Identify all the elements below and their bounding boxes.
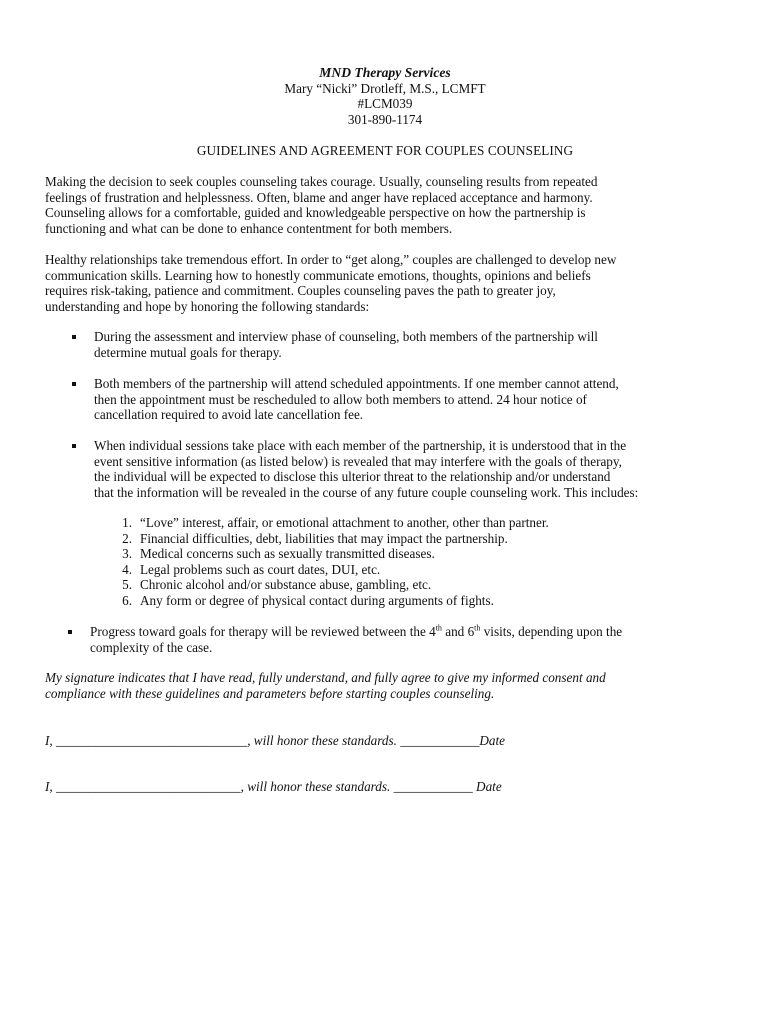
ordinal-suffix: th [435, 623, 442, 633]
list-number: 4. [122, 561, 132, 577]
bullet-line: Both members of the partnership will attend scheduled appointments. If one member cannot attend, [94, 376, 619, 391]
list-text: Legal problems such as court dates, DUI, etc. [140, 561, 381, 577]
bullet-marker [72, 335, 76, 339]
bullet-marker [68, 630, 72, 634]
consent-line: My signature indicates that I have read, fully understand, and fully agree to give my informed consent and [45, 670, 606, 685]
paragraph-line: communication skills. Learning how to honestly communicate emotions, thoughts, opinions and beliefs [45, 267, 591, 283]
bullet-line: that the information will be revealed in the course of any future couple counseling work. This includes: [94, 484, 639, 500]
list-number: 6. [122, 592, 132, 608]
intro-line: feelings of frustration and helplessness. Often, blame and anger have replaced acceptance and harmony. [45, 189, 593, 205]
paragraph-line: requires risk-taking, patience and commitment. Couples counseling paves the path to greater joy, [45, 283, 556, 299]
list-item [110, 531, 710, 547]
consent-line: compliance with these guidelines and parameters before starting couples counseling. [45, 685, 495, 701]
second-paragraph [45, 252, 725, 314]
list-text: Medical concerns such as sexually transmitted diseases. [140, 546, 435, 562]
license-number: #LCM039 [357, 96, 413, 112]
list-number: 3. [122, 546, 132, 562]
bullet-line [90, 624, 730, 640]
list-text: Chronic alcohol and/or substance abuse, gambling, etc. [140, 577, 432, 593]
paragraph-line: understanding and hope by honoring the following standards: [45, 298, 370, 314]
list-number: 5. [122, 577, 132, 593]
signature-line: I, _____________________________, will honor these standards. ____________Date [45, 733, 505, 748]
bullet-line: When individual sessions take place with each member of the partnership, it is understood that in the [94, 438, 627, 453]
phone-number: 301-890-1174 [347, 112, 423, 128]
list-item [110, 593, 710, 609]
list-text: Financial difficulties, debt, liabilities that may impact the partnership. [140, 530, 508, 546]
bullet-line: During the assessment and interview phase of counseling, both members of the partnership will [94, 329, 598, 344]
list-item [110, 546, 710, 562]
progress-text: Progress toward goals for therapy will be reviewed between the 4 [90, 624, 436, 639]
list-item [110, 577, 710, 593]
ordinal-suffix: th [474, 623, 481, 633]
progress-text: and 6 [441, 624, 475, 639]
bullet-line: event sensitive information (as listed below) is revealed that may interfere with the goals of therapy, [94, 453, 622, 469]
list-item [110, 562, 710, 578]
list-text: “Love” interest, affair, or emotional attachment to another, other than partner. [140, 515, 549, 530]
letterhead [0, 65, 770, 128]
list-text: Any form or degree of physical contact during arguments of fights. [140, 592, 494, 608]
consent-statement [45, 670, 735, 701]
bullet-line: the individual will be expected to disclose this ulterior threat to the relationship and/or understand [94, 469, 611, 485]
paragraph-line: Healthy relationships take tremendous effort. In order to “get along,” couples are challenged to develop new [45, 252, 617, 267]
progress-text: visits, depending upon the [480, 624, 623, 639]
list-number: 2. [122, 530, 132, 546]
intro-line: Making the decision to seek couples counseling takes courage. Usually, counseling results from repeated [45, 174, 598, 189]
signature-line: I, ____________________________, will honor these standards. ____________ Date [45, 779, 502, 794]
bullet-line: complexity of the case. [90, 639, 213, 655]
practice-name: MND Therapy Services [319, 65, 451, 80]
list-number: 1. [122, 515, 132, 530]
bullet-line: determine mutual goals for therapy. [94, 344, 282, 360]
list-item [110, 515, 710, 531]
document-title: GUIDELINES AND AGREEMENT FOR COUPLES COUNSELING [196, 143, 574, 158]
intro-line: Counseling allows for a comfortable, guided and knowledgeable perspective on how the partnership is [45, 205, 586, 221]
bullet-line: cancellation required to avoid late cancellation fee. [94, 407, 364, 423]
bullet-line: then the appointment must be rescheduled to allow both members to attend. 24 hour notice of [94, 391, 587, 407]
intro-line: functioning and what can be done to enhance contentment for both members. [45, 220, 453, 236]
numbered-list [110, 515, 710, 609]
bullet-marker [72, 382, 76, 386]
therapist-name: Mary “Nicki” Drotleff, M.S., LCMFT [284, 80, 486, 96]
intro-paragraph [45, 174, 725, 236]
bullet-marker [72, 444, 76, 448]
